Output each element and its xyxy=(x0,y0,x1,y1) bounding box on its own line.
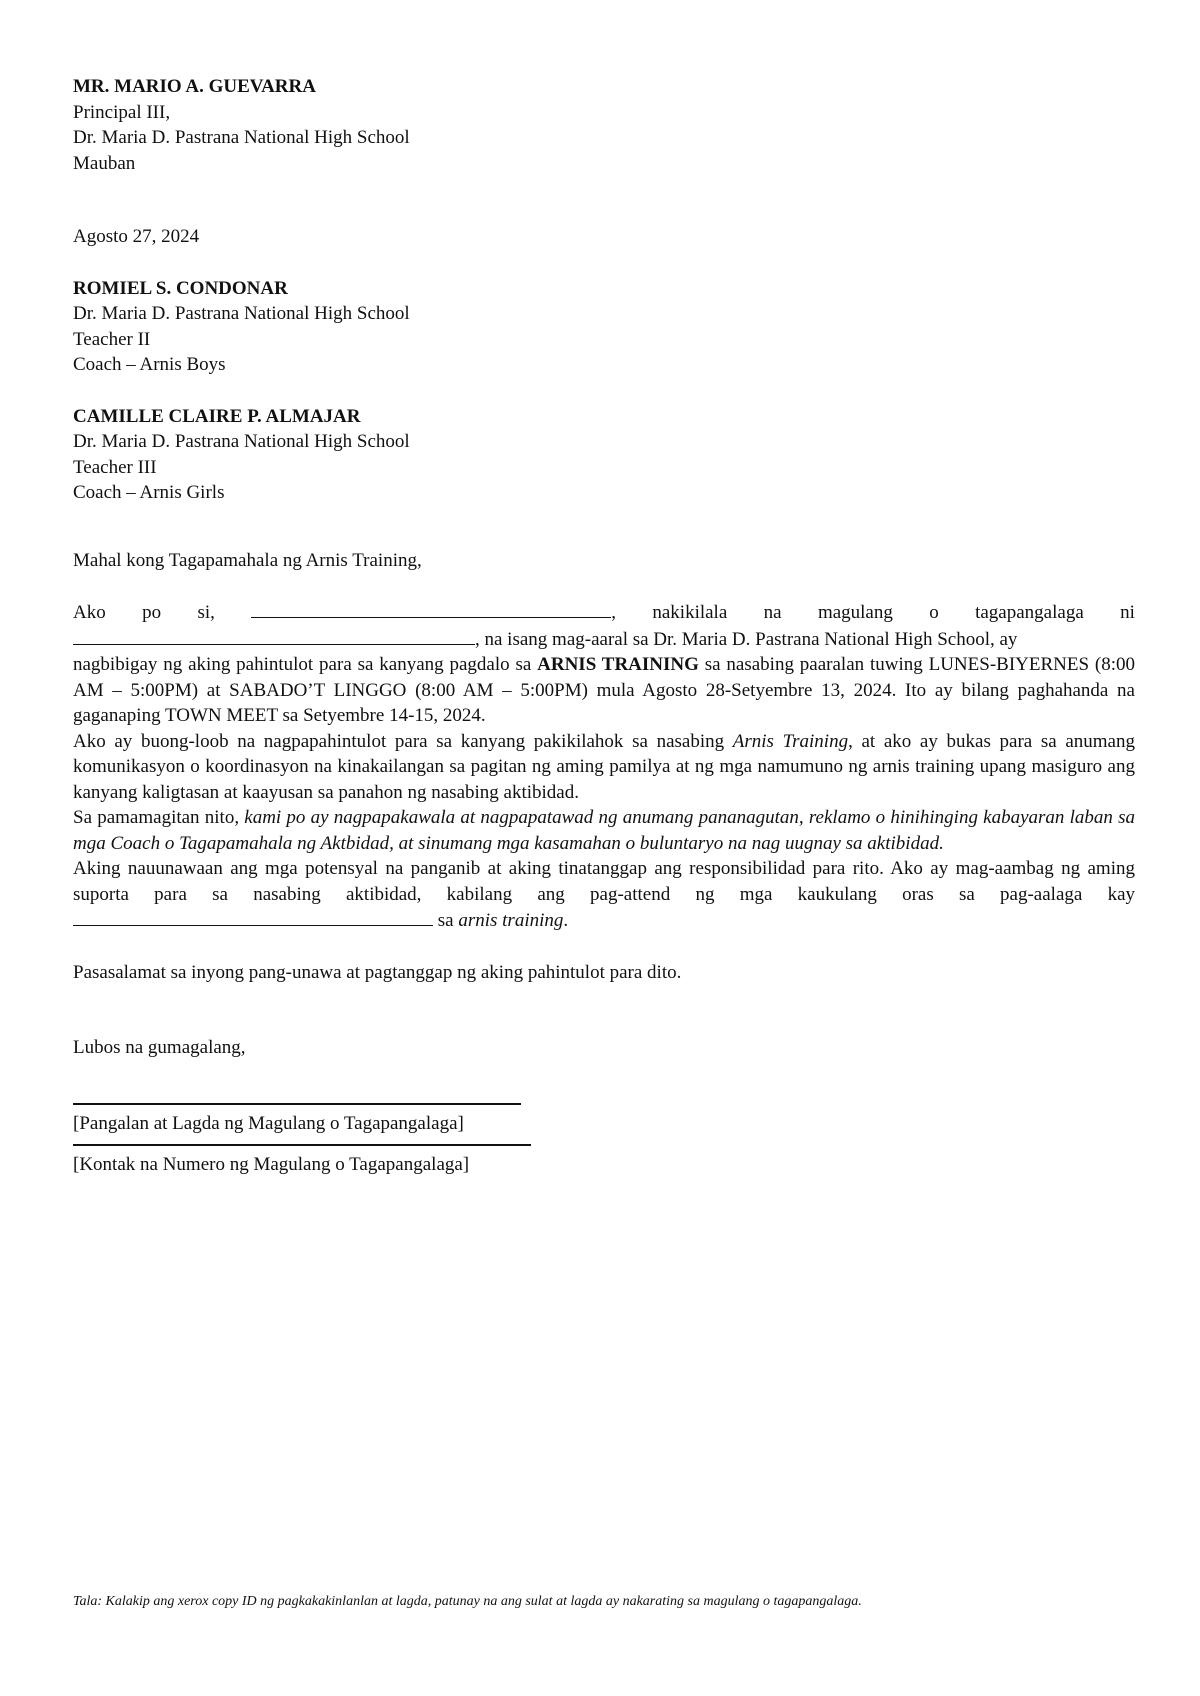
student-name-blank[interactable] xyxy=(73,626,475,645)
participation-italic: Arnis Training xyxy=(732,730,849,752)
coach-girls-name: CAMILLE CLAIRE P. ALMAJAR xyxy=(73,405,361,427)
coach-boys-school: Dr. Maria D. Pastrana National High School xyxy=(73,303,410,324)
coach-boys-role: Coach – Arnis Boys xyxy=(73,354,226,375)
coach-girls-block xyxy=(73,404,1135,506)
salutation: Mahal kong Tagapamahala ng Arnis Training, xyxy=(73,549,422,571)
word: magulang xyxy=(817,602,893,623)
coach-boys-position: Teacher II xyxy=(73,328,151,350)
coach-girls-school: Dr. Maria D. Pastrana National High School xyxy=(73,431,410,452)
consent-line-2 xyxy=(73,626,1135,653)
principal-place: Mauban xyxy=(73,152,136,174)
consent-line-1 xyxy=(73,599,1135,626)
principal-position: Principal III, xyxy=(73,101,171,123)
coach-girls-position: Teacher III xyxy=(73,456,157,478)
word: Ako xyxy=(73,602,106,623)
footnote: Tala: Kalakip ang xerox copy ID ng pagkakakinlanlan at lagda, patunay na ang sulat at lagda ay nakarating sa magulang o tagapangalaga. xyxy=(73,1594,862,1609)
paragraph-responsibility xyxy=(73,856,1135,934)
word: po xyxy=(142,602,162,623)
responsibility-italic: arnis training xyxy=(458,910,564,931)
coach-boys-name: ROMIEL S. CONDONAR xyxy=(73,277,288,299)
principal-block xyxy=(73,74,1135,176)
responsibility-text-a: Aking nauunawaan ang mga potensyal na panganib at aking tinatanggap ang responsibilidad para rito. Ako ay mag-aambag ng aming suporta para sa nasabing aktibidad, kabilang ang pag-attend ng mga kaukulang oras sa pag-aalaga kay xyxy=(73,858,1135,905)
paragraph-participation xyxy=(73,729,1135,806)
coach-boys-block xyxy=(73,276,1135,378)
word: , xyxy=(611,602,616,623)
word: ni xyxy=(1120,602,1135,623)
word: na xyxy=(763,602,782,623)
arnis-training-bold: ARNIS TRAINING xyxy=(537,654,699,675)
contact-line[interactable] xyxy=(73,1144,531,1146)
consent-text xyxy=(73,652,1135,729)
child-name-blank[interactable] xyxy=(73,907,433,926)
paragraph-waiver xyxy=(73,805,1135,856)
consent-line-2-text: , na isang mag-aaral sa Dr. Maria D. Pastrana National High School, ay xyxy=(475,628,1018,650)
word: o xyxy=(929,602,939,623)
word: nakikilala xyxy=(652,602,728,623)
letter-date: Agosto 27, 2024 xyxy=(73,226,200,247)
principal-name: MR. MARIO A. GUEVARRA xyxy=(73,76,316,97)
consent-text-b: sa nasabing paaralan tuwing LUNES-BIYERNES (8:00 AM – 5:00PM) at SABADO’T LINGGO (8:00 AM – 5:00PM) mula Agosto 28-Setyembre 13, 2024. Ito ay bilang paghahanda na gaganaping TOWN MEET sa Setyembre 14-15, 2024. xyxy=(73,654,1135,726)
principal-school: Dr. Maria D. Pastrana National High School xyxy=(73,127,410,148)
paragraph-consent xyxy=(73,599,1135,729)
parent-name-blank[interactable] xyxy=(251,599,616,626)
signature-line[interactable] xyxy=(73,1103,521,1105)
responsibility-text-c: . xyxy=(563,910,569,931)
thanks-line: Pasasalamat sa inyong pang-unawa at pagtanggap ng aking pahintulot para dito. xyxy=(73,961,682,983)
consent-text-a: nagbibigay ng aking pahintulot para sa kanyang pagdalo sa xyxy=(73,654,538,675)
contact-label: [Kontak na Numero ng Magulang o Tagapangalaga] xyxy=(73,1154,470,1175)
word: tagapangalaga xyxy=(975,602,1084,623)
letter xyxy=(73,74,1135,1178)
responsibility-text-b: sa xyxy=(433,910,459,931)
participation-text-a: Ako ay buong-loob na nagpapahintulot para sa kanyang pakikilahok sa nasabing xyxy=(73,730,733,752)
waiver-text-a: Sa pamamagitan nito, xyxy=(73,807,245,828)
coach-girls-role: Coach – Arnis Girls xyxy=(73,482,225,503)
closing: Lubos na gumagalang, xyxy=(73,1037,246,1058)
participation-text-b: , at ako ay bukas para sa anumang komunikasyon o koordinasyon na kinakailangan sa pagitan ng aming pamilya at ng mga namumuno ng arnis training upang masiguro ang kanyang kaligtasan at kaayusan sa panahon ng nasabing aktibidad. xyxy=(73,730,1135,803)
word: si, xyxy=(197,602,215,623)
signature-label: [Pangalan at Lagda ng Magulang o Tagapangalaga] xyxy=(73,1112,464,1134)
waiver-italic: kami po ay nagpapakawala at nagpapatawad ng anumang pananagutan, reklamo o hinihinging kabayaran laban sa mga Coach o Tagapamahala ng Aktbidad, at sinumang mga kasamahan o buluntaryo na nag uugnay sa aktibidad. xyxy=(73,807,1135,854)
